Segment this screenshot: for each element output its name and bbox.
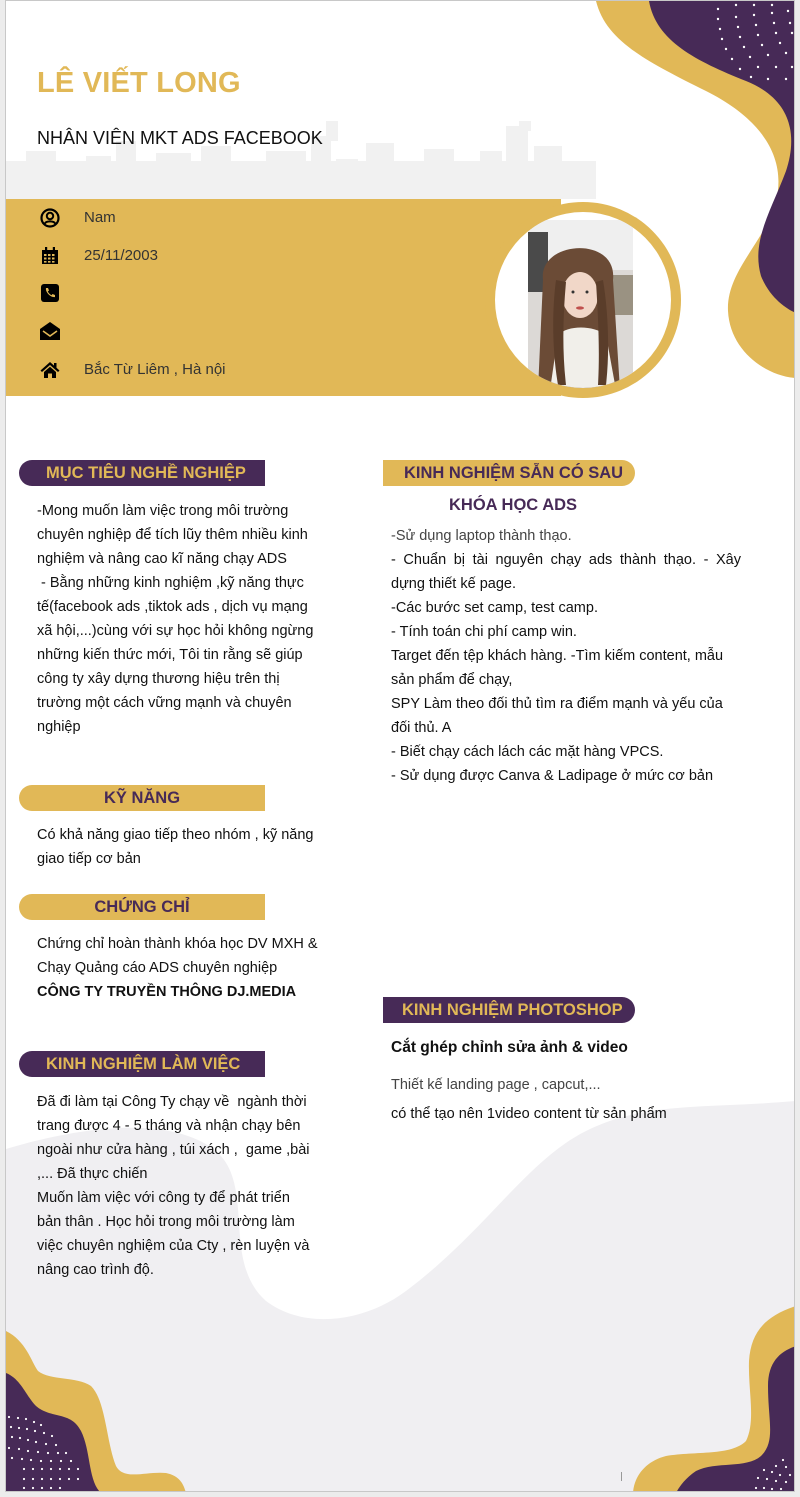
section-header-work-experience: KINH NGHIỆM LÀM VIỆC: [19, 1051, 265, 1077]
info-row-email: [39, 319, 61, 343]
section-header-career-goal: MỤC TIÊU NGHỀ NGHIỆP: [19, 460, 265, 486]
existing-experience-text: -Sử dụng laptop thành thạo. - Chuẩn bị tài nguyên chạy ads thành thạo. - Xây dựng thiết kế page. -Các bước set camp, test camp. - Tính toán chi phí camp win. Target đến tệp khách hàng. -Tìm kiếm content, mẫu sản phẩm để chạy, SPY Làm theo đối thủ tìm ra điểm mạnh và yếu của đối thủ. A - Biết chạy cách lách các mặt hàng VPCS. - Sử dụng được Canva & Ladipage ở mức cơ bản: [391, 528, 741, 784]
calendar-icon: [39, 245, 61, 267]
section-header-skills: KỸ NĂNG: [19, 785, 265, 811]
birthdate-value: 25/11/2003: [84, 247, 158, 264]
envelope-open-icon: [39, 320, 61, 342]
home-icon: [39, 359, 61, 381]
cv-page: [5, 0, 795, 1492]
photoshop-text: Thiết kế landing page , capcut,... có thể tạo nên 1video content từ sản phẩm: [391, 1077, 667, 1122]
certificate-issuer: CÔNG TY TRUYỀN THÔNG DJ.MEDIA: [37, 984, 297, 1000]
phone-icon: [39, 282, 61, 304]
subtitle-ads-course: KHÓA HỌC ADS: [449, 496, 578, 514]
job-title: NHÂN VIÊN MKT ADS FACEBOOK: [37, 128, 323, 148]
photoshop-subtitle: Cắt ghép chỉnh sửa ảnh & video: [391, 1039, 628, 1056]
user-circle-icon: [39, 207, 61, 229]
profile-photo: [528, 220, 633, 388]
certificates-text: Chứng chỉ hoàn thành khóa học DV MXH & Chạy Quảng cáo ADS chuyên nghiệp CÔNG TY TRUYỀN THÔNG DJ.MEDIA: [37, 932, 347, 1004]
info-row-gender: [39, 206, 116, 230]
gender-value: Nam: [84, 209, 116, 226]
candidate-name: LÊ VIẾT LONG: [37, 67, 241, 99]
profile-photo-frame: [485, 202, 681, 398]
section-header-existing-experience: KINH NGHIỆM SẴN CÓ SAU: [383, 460, 635, 486]
skills-text: Có khả năng giao tiếp theo nhóm , kỹ năng giao tiếp cơ bản: [37, 827, 314, 867]
career-goal-text: -Mong muốn làm việc trong môi trường chuyên nghiệp để tích lũy thêm nhiều kinh nghiệm và nâng cao kĩ năng chạy ADS - Bằng những kinh nghiệm ,kỹ năng thực tế(facebook ads ,tiktok ads , dịch vụ mạng xã hội,...)cùng với sự học hỏi không ngừng những kiến thức mới, Tôi tin rằng sẽ giúp công ty xây dựng thương hiệu trên thị trường một cách vững mạnh và chuyên nghiệp: [37, 503, 314, 735]
work-experience-text: Đã đi làm tại Công Ty chạy về ngành thời trang được 4 - 5 tháng và nhận chạy bên ngoài như cửa hàng , túi xách , game ,bài ,... Đã thực chiến Muốn làm việc với công ty để phát triển bản thân . Học hỏi trong môi trường làm việc chuyên nghiệm của Cty , rèn luyện và nâng cao trình độ.: [37, 1094, 310, 1278]
address-value: Bắc Từ Liêm , Hà nội: [84, 361, 226, 378]
info-row-phone: [39, 281, 61, 305]
text-cursor: [621, 1472, 622, 1481]
info-row-address: [39, 358, 226, 382]
section-header-photoshop: KINH NGHIỆM PHOTOSHOP: [383, 997, 635, 1023]
info-row-birthdate: [39, 244, 158, 268]
section-header-certificates: CHỨNG CHỈ: [19, 894, 265, 920]
